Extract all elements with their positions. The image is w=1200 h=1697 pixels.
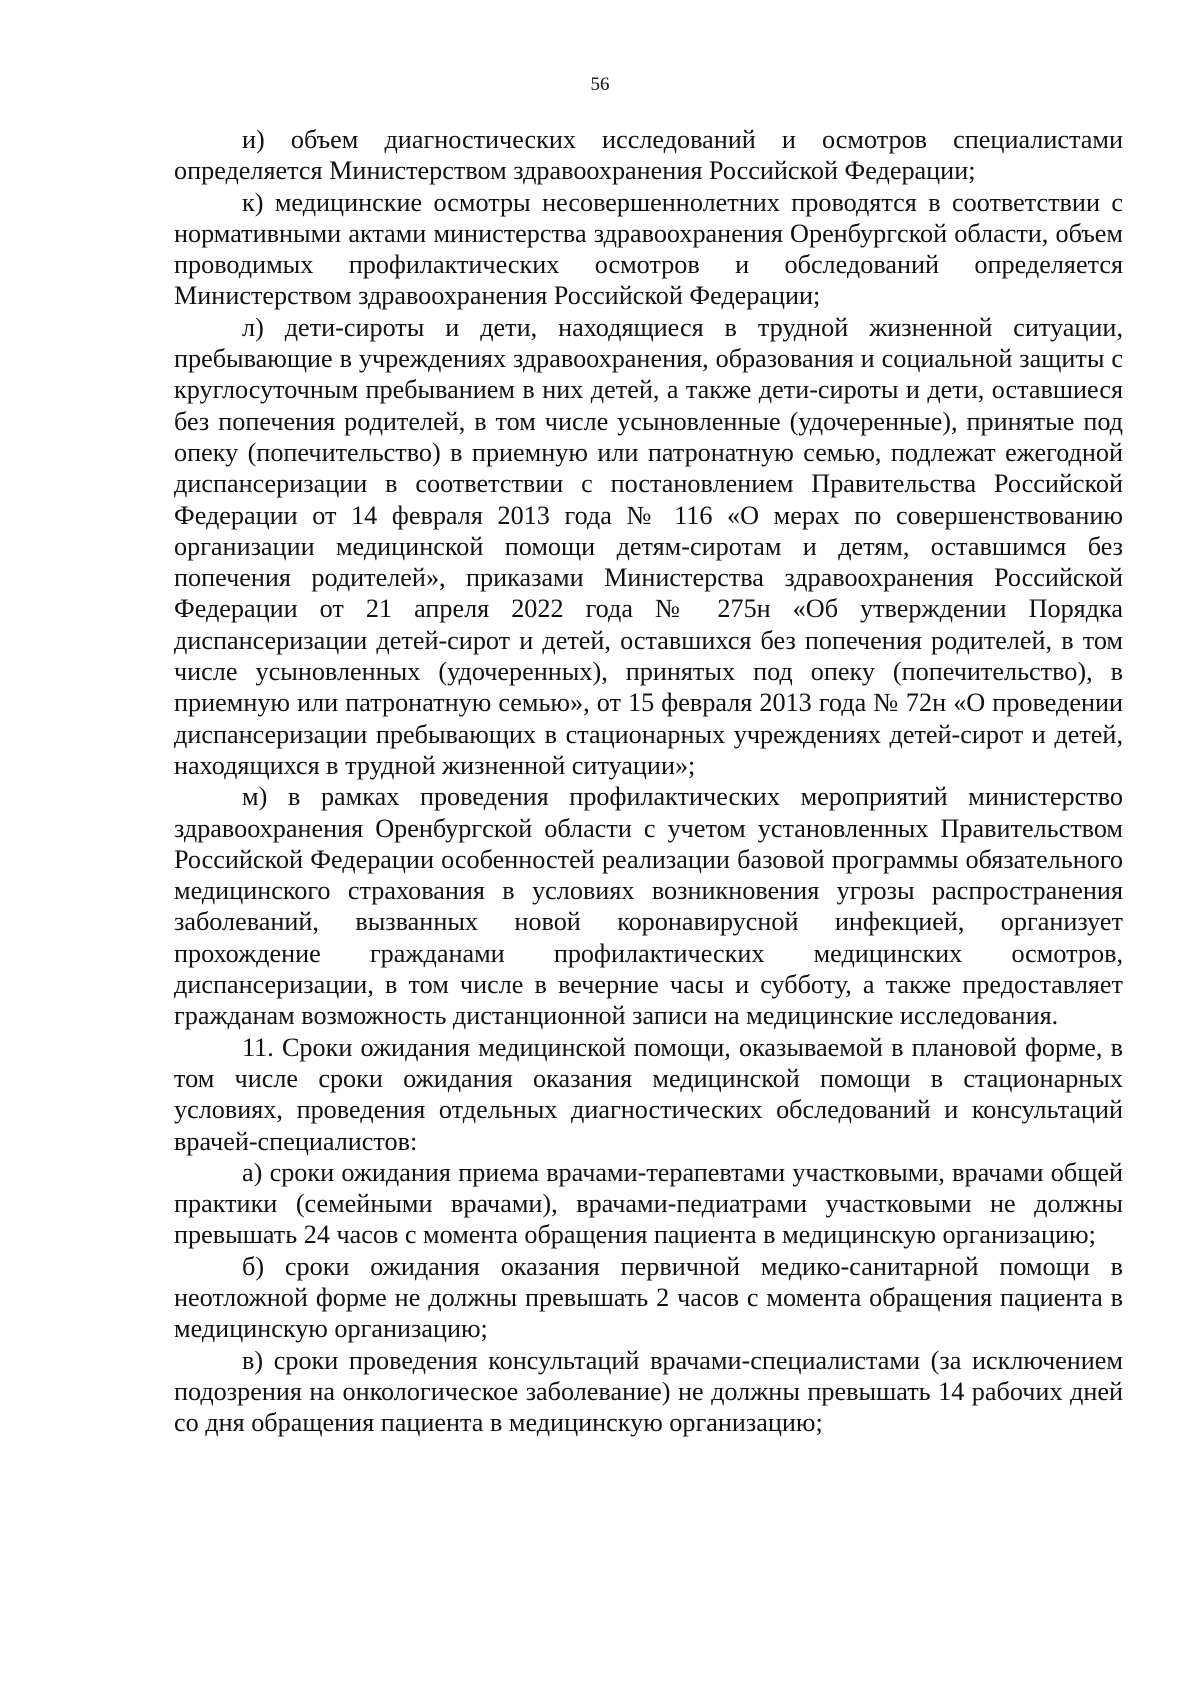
paragraph-section-11: 11. Сроки ожидания медицинской помощи, оказываемой в плановой форме, в том числе сроки ожидания оказания медицинской помощи в стационарных условиях, проведения отдельных диагностических обследований и консультаций врачей-специалистов: xyxy=(174,1032,1123,1156)
document-body xyxy=(174,124,1123,1438)
paragraph-a: а) сроки ожидания приема врачами-терапевтами участковыми, врачами общей практики (семейными врачами), врачами-педиатрами участковыми не должны превышать 24 часов с момента обращения пациента в медицинскую организацию; xyxy=(174,1157,1123,1250)
paragraph-k: к) медицинские осмотры несовершеннолетних проводятся в соответствии с нормативными актами министерства здравоохранения Оренбургской области, объем проводимых профилактических осмотров и обследований определяется Министерством здравоохранения Российской Федерации; xyxy=(174,187,1123,311)
page-number: 56 xyxy=(590,74,610,95)
paragraph-l: л) дети-сироты и дети, находящиеся в трудной жизненной ситуации, пребывающие в учреждениях здравоохранения, образования и социальной защиты с круглосуточным пребыванием в них детей, а также дети-сироты и дети, оставшиеся без попечения родителей, в том числе усыновленные (удочеренные), принятые под опеку (попечительство) в приемную или патронатную семью, подлежат ежегодной диспансеризации в соответствии с постановлением Правительства Российской Федерации от 14 февраля 2013 года № 116 «О мерах по совершенствованию организации медицинской помощи детям-сиротам и детям, оставшимся без попечения родителей», приказами Министерства здравоохранения Российской Федерации от 21 апреля 2022 года № 275н «Об утверждении Порядка диспансеризации детей-сирот и детей, оставшихся без попечения родителей, в том числе усыновленных (удочеренных), принятых под опеку (попечительство), в приемную или патронатную семью», от 15 февраля 2013 года № 72н «О проведении диспансеризации пребывающих в стационарных учреждениях детей-сирот и детей, находящихся в трудной жизненной ситуации»; xyxy=(174,312,1123,780)
paragraph-b: б) сроки ожидания оказания первичной медико-санитарной помощи в неотложной форме не должны превышать 2 часов с момента обращения пациента в медицинскую организацию; xyxy=(174,1251,1123,1344)
paragraph-v: в) сроки проведения консультаций врачами-специалистами (за исключением подозрения на онкологическое заболевание) не должны превышать 14 рабочих дней со дня обращения пациента в медицинскую организацию; xyxy=(174,1345,1123,1438)
paragraph-m: м) в рамках проведения профилактических мероприятий министерство здравоохранения Оренбургской области с учетом установленных Правительством Российской Федерации особенностей реализации базовой программы обязательного медицинского страхования в условиях возникновения угрозы распространения заболеваний, вызванных новой коронавирусной инфекцией, организует прохождение гражданами профилактических медицинских осмотров, диспансеризации, в том числе в вечерние часы и субботу, а также предоставляет гражданам возможность дистанционной записи на медицинские исследования. xyxy=(174,782,1123,1031)
paragraph-i: и) объем диагностических исследований и осмотров специалистами определяется Министерством здравоохранения Российской Федерации; xyxy=(174,125,1123,186)
